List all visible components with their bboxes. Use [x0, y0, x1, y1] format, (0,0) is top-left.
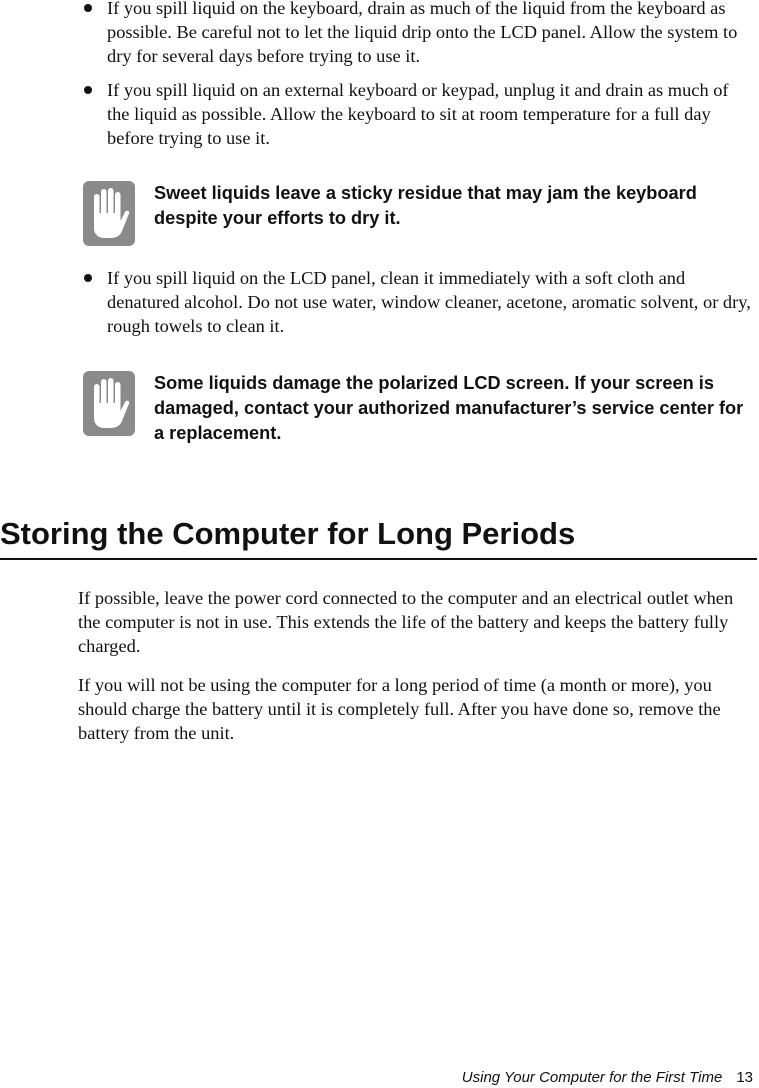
bullet-item-lcd-spill	[107, 266, 755, 338]
bullet-item-external-keyboard-spill	[107, 78, 755, 150]
paragraph-battery-storage: If you will not be using the computer for a long period of time (a month or more), you should charge the battery until it is completely full. After you have done so, remove the battery from the unit.	[78, 675, 721, 743]
caution-hand-icon	[83, 181, 135, 246]
page-number: 13	[736, 1069, 753, 1086]
bullet-item-keyboard-spill	[107, 0, 755, 68]
bullet-text: If you spill liquid on the LCD panel, clean it immediately with a soft cloth and denatured alcohol. Do not use water, window cleaner, acetone, aromatic solvent, or dry, rough towels to clean it.	[107, 268, 751, 336]
caution-text: Some liquids damage the polarized LCD screen. If your screen is damaged, contact your authorized manufacturer’s service center for a replacement.	[154, 373, 744, 443]
bullet-icon	[84, 4, 92, 12]
paragraph-power-cord: If possible, leave the power cord connected to the computer and an electrical outlet when the computer is not in use. This extends the life of the battery and keeps the battery fully charged.	[78, 588, 734, 656]
bullet-icon	[84, 274, 92, 282]
bullet-text: If you spill liquid on an external keyboard or keypad, unplug it and drain as much of the liquid as possible. Allow the keyboard to sit at room temperature for a full day before trying to use it.	[107, 80, 729, 148]
page-footer	[462, 1069, 753, 1087]
section-heading: Storing the Computer for Long Periods	[0, 512, 757, 560]
caution-text: Sweet liquids leave a sticky residue that may jam the keyboard despite your efforts to dry it.	[154, 183, 697, 228]
bullet-icon	[84, 86, 92, 94]
bullet-text: If you spill liquid on the keyboard, drain as much of the liquid from the keyboard as possible. Be careful not to let the liquid drip onto the LCD panel. Allow the system to dry for several days before trying to use it.	[107, 0, 738, 66]
caution-hand-icon	[83, 371, 135, 436]
footer-chapter-title: Using Your Computer for the First Time	[461, 1069, 723, 1086]
